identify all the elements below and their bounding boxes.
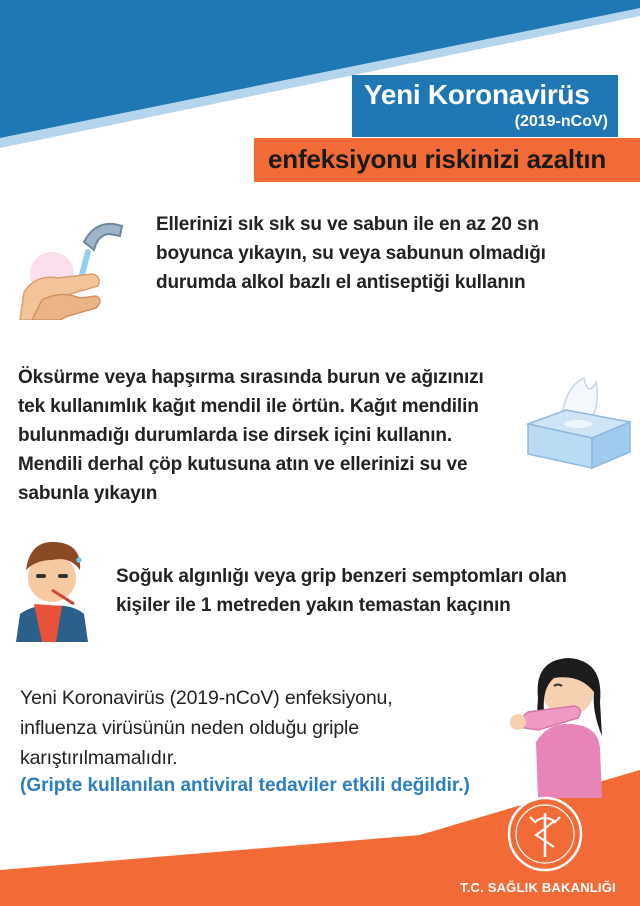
antiviral-note: (Gripte kullanılan antiviral tedaviler etkili değildir.) <box>20 775 470 796</box>
tip-line: boyunca yıkayın, su veya sabunun olmadığı <box>156 243 546 264</box>
tip-line: Soğuk algınlığı veya grip benzeri semptomları olan <box>116 566 567 587</box>
page-subtitle: enfeksiyonu riskinizi azaltın <box>268 144 607 174</box>
tip-cough-cover <box>18 363 484 508</box>
tissue-box-icon <box>522 372 634 472</box>
handwashing-icon <box>14 212 126 320</box>
sneezing-girl-icon <box>508 652 620 798</box>
tip-line: Öksürme veya hapşırma sırasında burun ve ağızınızı <box>18 367 484 388</box>
subtitle-banner <box>254 138 640 182</box>
tip-line: influenza virüsünün neden olduğu griple <box>20 717 359 739</box>
tip-flu-distinction <box>20 683 393 773</box>
title-banner <box>352 75 618 137</box>
tip-line: Ellerinizi sık sık su ve sabun ile en az 20 sn <box>156 214 539 235</box>
ministry-name: T.C. SAĞLIK BAKANLIĞI <box>460 880 616 895</box>
tip-line: sabunla yıkayın <box>18 483 158 504</box>
page-title: Yeni Koronavirüs <box>364 79 590 110</box>
tip-line: tek kullanımlık kağıt mendil ile örtün. Kağıt mendilin <box>18 396 479 417</box>
tip-line: karıştırılmamalıdır. <box>20 747 178 769</box>
tip-avoid-contact <box>116 562 567 620</box>
tip-line: bulunmadığı durumlarda ise dirsek içini kullanın. <box>18 425 452 446</box>
tip-line: Yeni Koronavirüs (2019-nCoV) enfeksiyonu, <box>20 687 393 709</box>
virus-code: (2019-nCoV) <box>514 113 608 130</box>
tip-handwashing <box>156 210 546 297</box>
ministry-logo <box>506 795 584 873</box>
tip-line: Mendili derhal çöp kutusuna atın ve ellerinizi su ve <box>18 454 468 475</box>
tip-line: kişiler ile 1 metreden yakın temastan kaçının <box>116 595 511 616</box>
tip-line: durumda alkol bazlı el antiseptiği kullanın <box>156 272 526 293</box>
sick-person-icon <box>12 530 94 642</box>
